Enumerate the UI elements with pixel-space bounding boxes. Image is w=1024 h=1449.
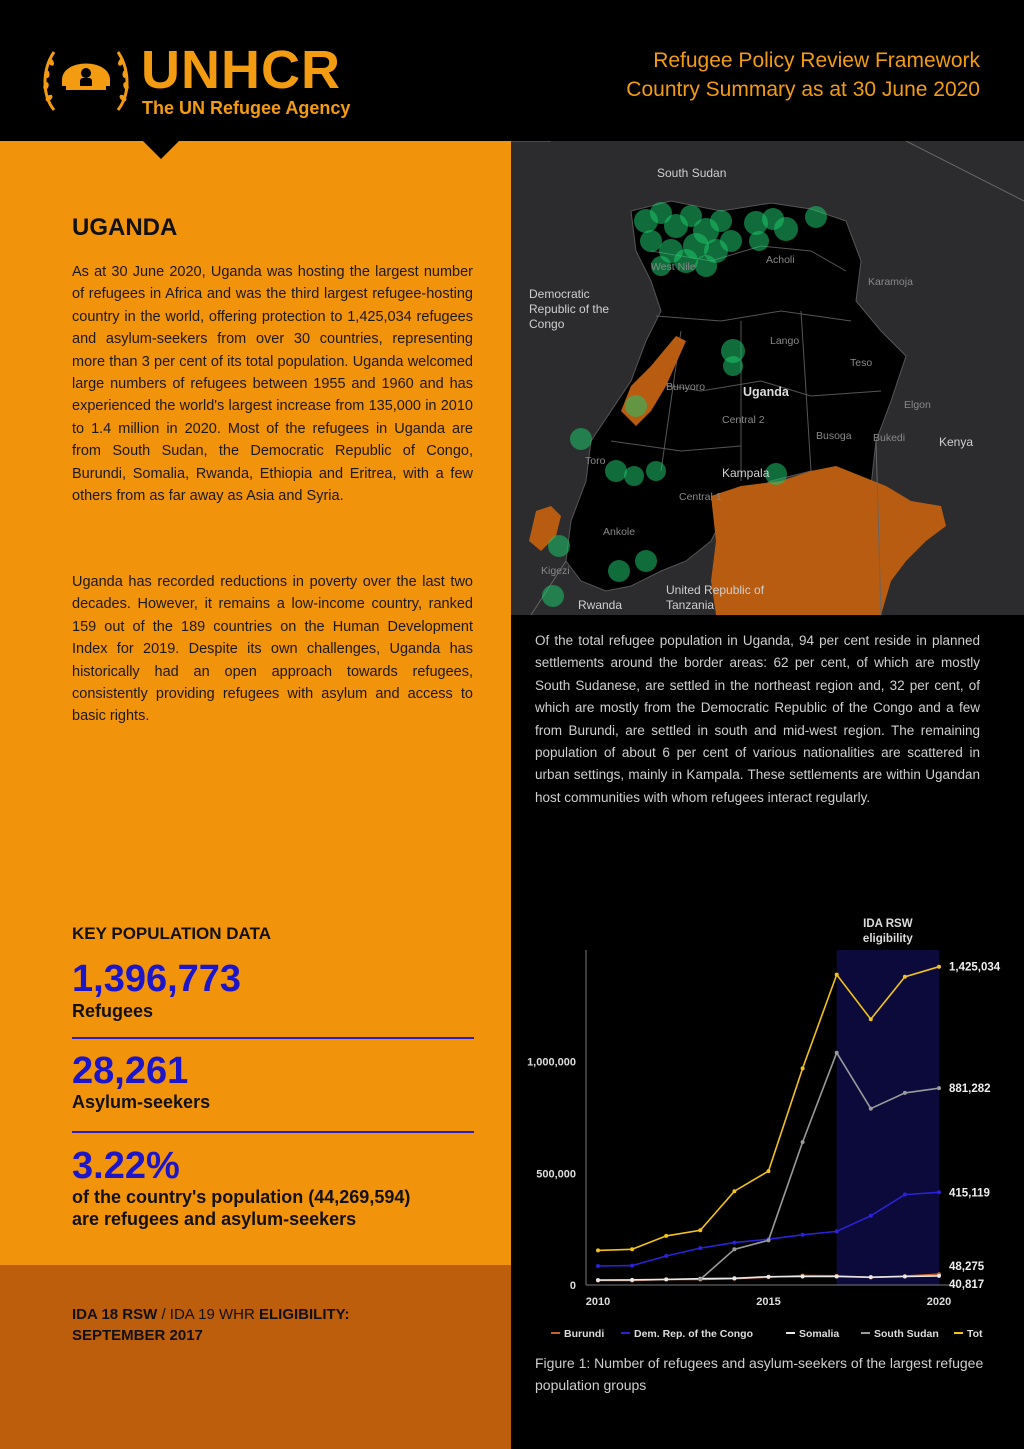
country-heading: UGANDA <box>72 214 178 241</box>
data-point-total <box>801 1066 805 1070</box>
data-point-south-sudan <box>835 1051 839 1055</box>
asylum-seekers-value: 28,261 <box>72 1050 189 1092</box>
map-label-central1: Central 1 <box>679 491 722 503</box>
data-point-dem-rep-of-the-congo <box>835 1229 839 1233</box>
map-label-rwanda: Rwanda <box>578 598 623 612</box>
key-data-heading: KEY POPULATION DATA <box>72 924 271 943</box>
map-label-kenya: Kenya <box>939 435 974 449</box>
data-point-total <box>835 973 839 977</box>
eligibility-label: ELIGIBILITY: <box>259 1306 350 1323</box>
end-value-label: 881,282 <box>949 1083 991 1096</box>
eligibility-ida19: / IDA 19 WHR <box>157 1306 259 1323</box>
population-share-value: 3.22% <box>72 1145 180 1187</box>
document-title-line2: Country Summary as at 30 June 2020 <box>626 78 980 101</box>
y-tick-label: 1,000,000 <box>527 1056 576 1069</box>
header-pointer <box>143 141 179 159</box>
data-point-somalia <box>596 1278 600 1282</box>
divider <box>72 1037 474 1039</box>
band-label: IDA RSW <box>863 918 913 930</box>
data-point-total <box>664 1234 668 1238</box>
map-label-elgon: Elgon <box>904 399 931 411</box>
settlement-paragraph: Of the total refugee population in Uganda, 94 per cent reside in planned settlements around the border areas: 62 per cent, of which are mostly South Sudanese, are settled in the northeast region and, 32 per cent, of which are mostly from the Democratic Republic of the Congo and a few from Burundi, are settled in south and mid-west region. The remaining population of about 6 per cent of various nationalities are scattered in urban settings, mainly in Kampala. These settlements are within Ugandan host communities with whom refugees interact regularly. <box>535 633 980 805</box>
data-point-dem-rep-of-the-congo <box>664 1254 668 1258</box>
data-point-dem-rep-of-the-congo <box>596 1264 600 1268</box>
end-value-label: 48,275 <box>949 1261 985 1274</box>
data-point-dem-rep-of-the-congo <box>630 1264 634 1268</box>
map-canvas <box>511 141 1024 615</box>
refugee-trend-chart <box>511 905 1024 1345</box>
data-point-total <box>869 1017 873 1021</box>
y-tick-label: 0 <box>569 1280 576 1292</box>
map-label-central2: Central 2 <box>722 414 765 426</box>
data-point-somalia <box>732 1276 736 1280</box>
data-point-dem-rep-of-the-congo <box>903 1193 907 1197</box>
map-label-kigezi: Kigezi <box>541 565 570 577</box>
data-point-dem-rep-of-the-congo <box>698 1246 702 1250</box>
data-point-south-sudan <box>698 1277 702 1281</box>
header <box>0 0 1024 141</box>
unhcr-emblem-icon <box>40 40 132 116</box>
x-tick-label: 2010 <box>585 1296 611 1308</box>
legend-label: Dem. Rep. of the Congo <box>634 1328 753 1340</box>
data-point-south-sudan <box>732 1247 736 1251</box>
end-value-label: 415,119 <box>949 1187 990 1200</box>
map-label-south-sudan: South Sudan <box>657 166 727 180</box>
x-tick-label: 2020 <box>926 1296 952 1308</box>
data-point-total <box>732 1189 736 1193</box>
data-point-south-sudan <box>767 1238 771 1242</box>
end-value-label: 1,425,034 <box>949 961 1001 974</box>
eligibility-ida18: IDA 18 RSW <box>72 1306 158 1323</box>
map-label-tanzania: United Republic of Tanzania <box>666 583 765 612</box>
document-title-line1: Refugee Policy Review Framework <box>653 49 980 72</box>
band-label: eligibility <box>862 933 913 945</box>
map-label-ankole: Ankole <box>603 526 636 538</box>
data-point-total <box>767 1169 771 1173</box>
population-share-label-line2: are refugees and asylum-seekers <box>72 1209 357 1229</box>
data-point-somalia <box>664 1277 668 1281</box>
data-point-total <box>698 1228 702 1232</box>
map-label-teso: Teso <box>850 357 873 369</box>
document-title <box>626 46 980 104</box>
data-point-somalia <box>835 1275 839 1279</box>
data-point-somalia <box>801 1275 805 1279</box>
data-point-somalia <box>767 1275 771 1279</box>
eligibility-band <box>837 950 939 1285</box>
data-point-south-sudan <box>903 1091 907 1095</box>
eligibility-date: SEPTEMBER 2017 <box>72 1327 203 1344</box>
map-label-acholi: Acholi <box>766 254 795 266</box>
data-point-total <box>630 1247 634 1251</box>
logo-wordmark: UNHCR <box>141 40 341 100</box>
population-share-label-line1: of the country's population (44,269,594) <box>72 1187 411 1207</box>
refugees-value: 1,396,773 <box>72 958 242 1000</box>
data-point-south-sudan <box>937 1086 941 1090</box>
data-point-somalia <box>903 1275 907 1279</box>
map-label-busoga: Busoga <box>816 430 852 442</box>
map-label-bunyoro: Bunyoro <box>666 381 706 393</box>
y-tick-label: 500,000 <box>536 1168 576 1181</box>
end-value-label: 40,817 <box>949 1278 985 1291</box>
data-point-dem-rep-of-the-congo <box>937 1190 941 1194</box>
data-point-somalia <box>630 1278 634 1282</box>
data-point-south-sudan <box>801 1140 805 1144</box>
legend-label: Somalia <box>799 1328 840 1340</box>
map-label-lango: Lango <box>770 335 800 347</box>
data-point-dem-rep-of-the-congo <box>869 1214 873 1218</box>
data-point-total <box>937 965 941 969</box>
map-label-karamoja: Karamoja <box>868 276 913 288</box>
map-label-uganda: Uganda <box>743 385 789 399</box>
legend-label: Burundi <box>564 1328 605 1340</box>
poverty-paragraph: Uganda has recorded reductions in poverty over the last two decades. However, it remains a low-income country, ranked 159 out of the 189 countries on the Human Development Index for 2019. Despite its own challenges, Uganda has historically had an open approach towards refugees, consistently providing refugees with asylum and access to basic rights. <box>72 574 473 725</box>
data-point-dem-rep-of-the-congo <box>801 1233 805 1237</box>
data-point-somalia <box>937 1274 941 1278</box>
data-point-total <box>903 975 907 979</box>
legend-label: Tot <box>967 1328 983 1340</box>
map-label-bukedi: Bukedi <box>873 432 906 444</box>
figure-caption: Figure 1: Number of refugees and asylum-seekers of the largest refugee population groups <box>535 1355 984 1393</box>
legend-label: South Sudan <box>874 1328 939 1340</box>
eligibility-text <box>72 1304 452 1346</box>
uganda-map <box>511 141 1024 615</box>
data-point-dem-rep-of-the-congo <box>732 1241 736 1245</box>
divider <box>72 1131 474 1133</box>
map-label-west-nile: West Nile <box>651 261 696 273</box>
chart-svg <box>511 905 1024 1345</box>
logo-tagline: The UN Refugee Agency <box>142 98 351 118</box>
population-share-label <box>72 1186 410 1230</box>
data-point-total <box>596 1248 600 1252</box>
data-point-south-sudan <box>869 1107 873 1111</box>
map-label-kampala: Kampala <box>722 466 770 480</box>
intro-paragraph: As at 30 June 2020, Uganda was hosting the largest number of refugees in Africa and was the third largest refugee-hosting country in the world, offering protection to 1,425,034 refugees and asylum-seekers from over 30 countries, representing more than 3 per cent of its total population. Uganda welcomed large numbers of refugees between 1955 and 1960 and has experienced the world's largest increase from 135,000 in 2010 to 1.4 million in 2020. Most of the refugees in Uganda are from South Sudan, the Democratic Republic of Congo, Burundi, Somalia, Rwanda, Ethiopia and Eritrea, with a few others from as far away as Asia and Syria. <box>72 264 473 505</box>
x-tick-label: 2015 <box>756 1296 781 1308</box>
refugees-label: Refugees <box>72 1001 154 1021</box>
data-point-somalia <box>869 1275 873 1279</box>
eligibility-panel <box>0 1265 511 1449</box>
asylum-seekers-label: Asylum-seekers <box>72 1092 211 1112</box>
map-label-drc: Democratic Republic of the Congo <box>529 287 610 331</box>
map-label-toro: Toro <box>585 455 606 467</box>
